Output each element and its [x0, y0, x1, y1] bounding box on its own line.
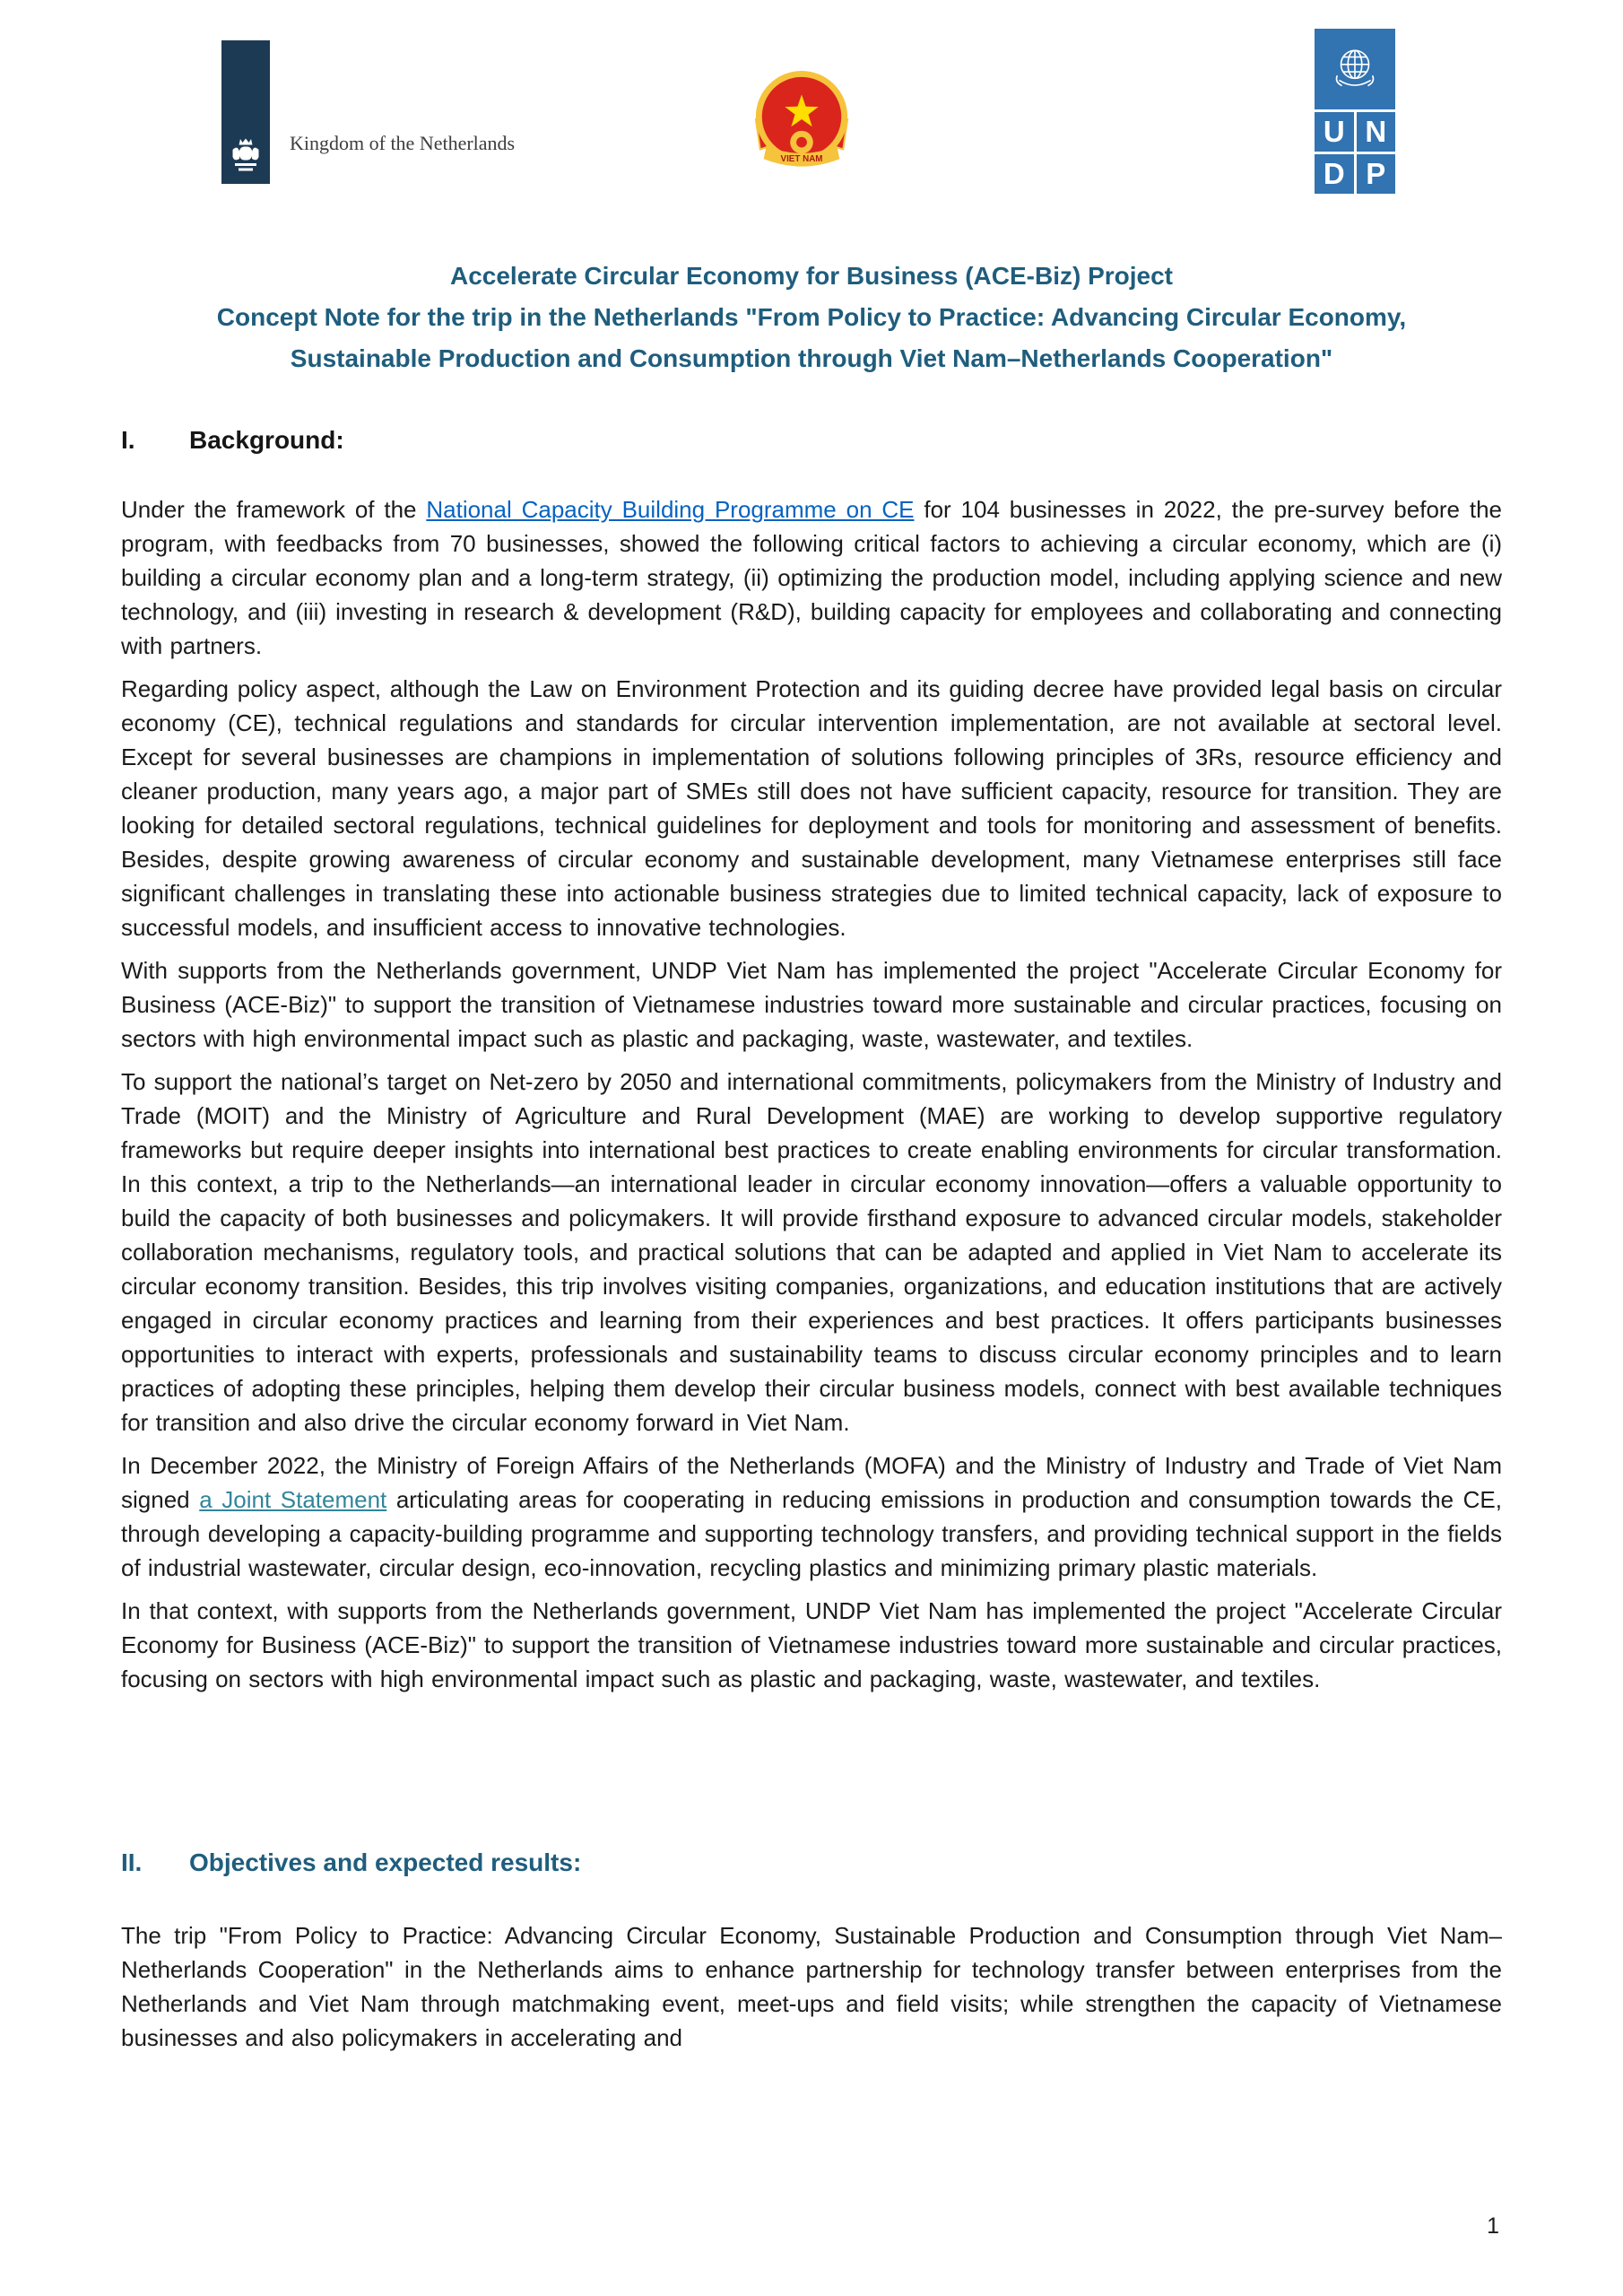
netherlands-logo-label: Kingdom of the Netherlands [290, 132, 516, 154]
undp-letter-u: U [1315, 112, 1354, 152]
section-number: I. [121, 426, 135, 454]
page-number: 1 [1487, 2213, 1499, 2239]
section-label: Objectives and expected results: [189, 1848, 582, 1876]
paragraph-netzero-trip: To support the national’s target on Net-zero by 2050 and international commitments, policymakers from the Ministry of Industry and Trade (MOIT) and the Ministry of Agriculture and Rural Development (MAE) are working to develop supportive regulatory frameworks but require deeper insights into international best practices to create enabling environments for circular transformation. In this context, a trip to the Netherlands—an international leader in circular economy innovation—offers a valuable opportunity to build the capacity of both businesses and policymakers. It will provide firsthand exposure to advanced circular models, stakeholder collaboration mechanisms, regulatory tools, and practical solutions that can be adapted and applied in Viet Nam to accelerate its circular economy transition. Besides, this trip involves visiting companies, organizations, and education institutions that are actively engaged in circular economy practices and learning from their experiences and best practices. It offers participants businesses opportunities to interact with experts, professionals and sustainability teams to discuss circular economy principles and to learn practices of adopting these principles, helping them develop their circular business models, connect with best available techniques for transition and also drive the circular economy forward in Viet Nam. [121, 1068, 1502, 1436]
netherlands-logo-bar [221, 40, 270, 184]
paragraph-trip-aims: The trip "From Policy to Practice: Advancing Circular Economy, Sustainable Production and Consumption through Viet Nam–Netherlands Cooperation" in the Netherlands aims to enhance partnership for technology transfer between enterprises from the Netherlands and Viet Nam through matchmaking event, meet-ups and field visits; while strengthen the capacity of Vietnamese businesses and also policymakers in accelerating and [121, 1922, 1502, 2051]
logo-header [121, 29, 1502, 222]
netherlands-crest-icon [230, 137, 262, 177]
paragraph-policy-aspect: Regarding policy aspect, although the Law on Environment Protection and its guiding decree have provided legal basis on circular economy (CE), technical regulations and standards for circular intervention implementation, are not available at sectoral level. Except for several businesses are champions in implementation of solutions following principles of 3Rs, resource efficiency and cleaner production, many years ago, a major part of SMEs still does not have sufficient capacity, resource for transition. They are looking for detailed sectoral regulations, technical guidelines for deployment and tools for monitoring and assessment of benefits. Besides, despite growing awareness of circular economy and sustainable development, many Vietnamese enterprises still face significant challenges in translating these into actionable business strategies due to limited technical capacity, lack of exposure to successful models, and insufficient access to innovative technologies. [121, 675, 1502, 941]
paragraph-joint-statement [121, 1448, 1502, 1585]
vietnam-emblem-icon [749, 68, 855, 176]
document-title: Accelerate Circular Economy for Business (ACE-Biz) Project [449, 262, 1173, 290]
link-national-capacity-building-programme[interactable]: National Capacity Building Programme on CE [426, 496, 915, 523]
paragraph-text: articulating areas for cooperating in reducing emissions in production and consumption towards the CE, through developing a capacity-building programme and supporting technology transfers, and providing technical support in the fields of industrial wastewater, circular design, eco-innovation, recycling plastics and minimizing primary plastic materials. [121, 1486, 1502, 1581]
paragraph-text: In December 2022, the Ministry of Foreign Affairs of the Netherlands (MOFA) and the Ministry of Industry and Trade of Viet Nam signed [121, 1452, 1502, 1513]
paragraph-undp-support: With supports from the Netherlands government, UNDP Viet Nam has implemented the project "Accelerate Circular Economy for Business (ACE-Biz)" to support the transition of Vietnamese industries toward more sustainable and circular practices, focusing on sectors with high environmental impact such as plastic and packaging, waste, wastewater, and textiles. [121, 957, 1502, 1052]
netherlands-logo [221, 40, 515, 184]
undp-letter-grid [1315, 112, 1395, 194]
undp-letter-p: P [1357, 154, 1396, 194]
section-number: II. [121, 1848, 143, 1876]
paragraph-text: Under the framework of the [121, 496, 427, 523]
section-heading-background [121, 426, 1502, 455]
paragraph-text: for 104 businesses in 2022, the pre-survey before the program, with feedbacks from 70 businesses, showed the following critical factors to achieving a circular economy, which are (i) building a circular economy plan and a long-term strategy, (ii) optimizing the production model, including applying science and new technology, and (iii) investing in research & development (R&D), building capacity for employees and collaborating and connecting with partners. [121, 496, 1503, 659]
section-heading-objectives [121, 1848, 1502, 1877]
undp-letter-d: D [1315, 154, 1354, 194]
un-globe-icon [1315, 29, 1395, 109]
paragraph-framework [121, 492, 1502, 663]
vietnam-emblem-ribbon-label: VIET NAM [780, 154, 823, 165]
undp-letter-n: N [1357, 112, 1396, 152]
paragraph-context: In that context, with supports from the Netherlands government, UNDP Viet Nam has implemented the project "Accelerate Circular Economy for Business (ACE-Biz)" to support the transition of Vietnamese industries toward more sustainable and circular practices, focusing on sectors with high environmental impact such as plastic and packaging, waste, wastewater, and textiles. [121, 1597, 1502, 1692]
document-subtitle: Concept Note for the trip in the Netherlands "From Policy to Practice: Advancing Circular Economy, Sustainable Production and Consumption through Viet Nam–Netherlands Cooperation" [216, 303, 1407, 372]
section-label: Background: [189, 426, 344, 454]
undp-logo [1315, 29, 1395, 194]
link-joint-statement[interactable]: a Joint Statement [199, 1486, 387, 1513]
